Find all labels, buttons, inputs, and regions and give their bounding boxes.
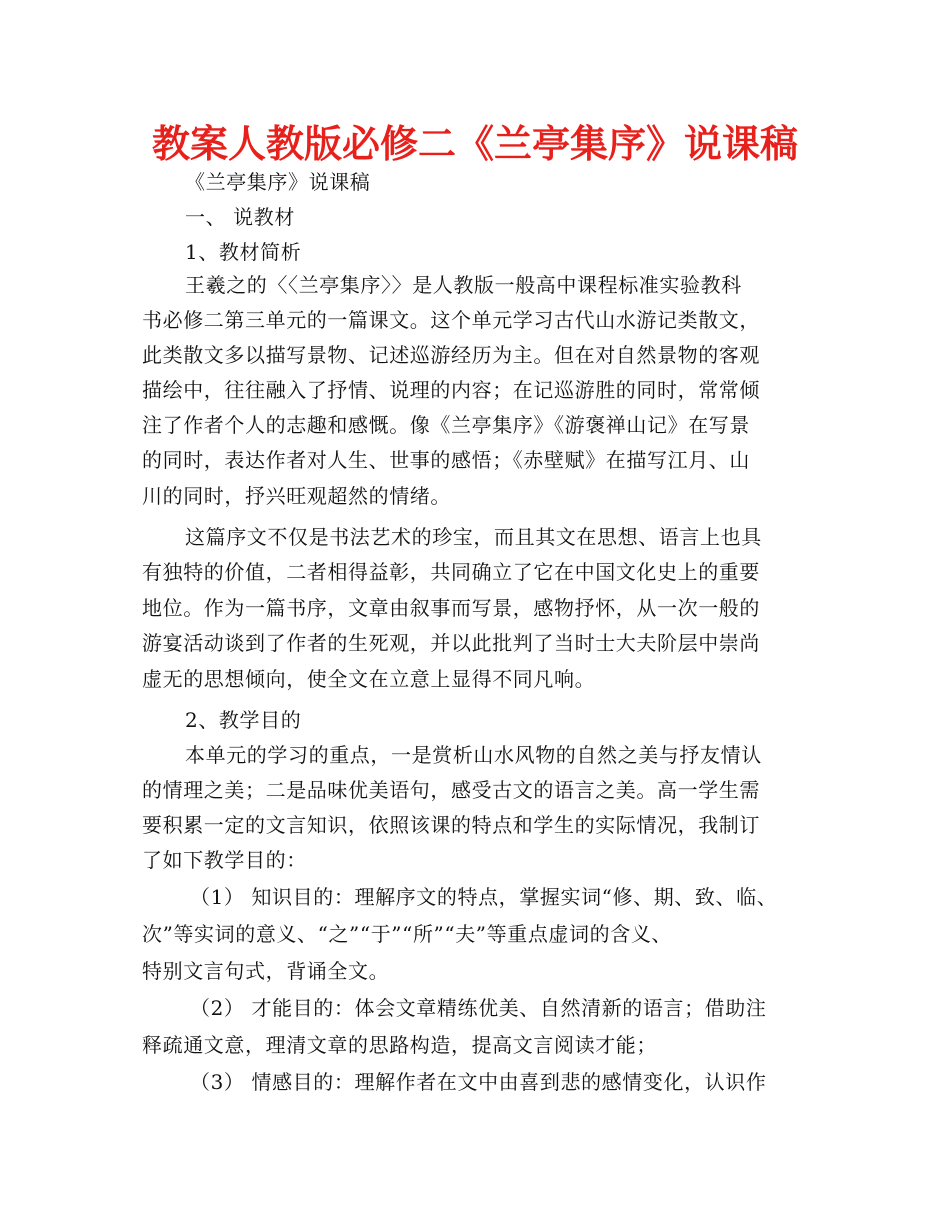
paragraph-line: 书必修二第三单元的一篇课文。这个单元学习古代山水游记类散文， — [142, 308, 760, 332]
paragraph-line: 描绘中，往往融入了抒情、说理的内容；在记巡游胜的同时，常常倾 — [142, 378, 760, 402]
objective-line: 特别文言句式，背诵全文。 — [142, 959, 390, 983]
paragraph-line: 王羲之的〈〈兰亭集序〉〉是人教版一般高中课程标准实验教科 — [185, 273, 742, 297]
section-heading: 一、 说教材 — [185, 205, 295, 229]
objective-line: （3） 情感目的：理解作者在文中由喜到悲的感情变化，认识作 — [190, 1070, 767, 1094]
paragraph-line: 有独特的价值，二者相得益彰，共同确立了它在中国文化史上的重要 — [142, 560, 760, 584]
subsection-heading: 1、教材简析 — [185, 240, 302, 264]
document-title: 教案人教版必修二《兰亭集序》说课稿 — [151, 122, 798, 166]
paragraph-line: 此类散文多以描写景物、记述巡游经历为主。但在对自然景物的客观 — [142, 343, 760, 367]
paragraph-line: 游宴活动谈到了作者的生死观，并以此批判了当时士大夫阶层中崇尚 — [142, 631, 760, 655]
paragraph-line: 虚无的思想倾向，使全文在立意上显得不同凡响。 — [142, 667, 596, 691]
paragraph-line: 这篇序文不仅是书法艺术的珍宝，而且其文在思想、语言上也具 — [185, 525, 762, 549]
paragraph-line: 要积累一定的文言知识，依照该课的特点和学生的实际情况，我制订 — [142, 813, 760, 837]
paragraph-line: 的情理之美；二是品味优美语句，感受古文的语言之美。高一学生需 — [142, 778, 760, 802]
paragraph-line: 本单元的学习的重点，一是赏析山水风物的自然之美与抒友情认 — [185, 743, 762, 767]
objective-line: 释疏通文意，理清文章的思路构造，提高文言阅读才能； — [142, 1033, 657, 1057]
subsection-heading: 2、教学目的 — [185, 708, 302, 732]
paragraph-line: 了如下教学目的： — [142, 848, 307, 872]
objective-line: （2） 才能目的：体会文章精练优美、自然清新的语言；借助注 — [190, 996, 767, 1020]
objective-line: （1） 知识目的：理解序文的特点，掌握实词“修、期、致、临、 — [190, 885, 778, 909]
paragraph-line: 的同时，表达作者对人生、世事的感悟；《赤壁赋》在描写江月、山 — [142, 448, 750, 472]
paragraph-line: 注了作者个人的志趣和感慨。像《兰亭集序》《游褒禅山记》在写景 — [142, 413, 750, 437]
objective-line: 次”等实词的意义、“之”“于”“所”“夫”等重点虚词的含义、 — [142, 922, 673, 946]
subtitle-line: 《兰亭集序》说课稿 — [185, 170, 371, 194]
paragraph-line: 川的同时，抒兴旺观超然的情绪。 — [142, 484, 451, 508]
paragraph-line: 地位。作为一篇书序，文章由叙事而写景，感物抒怀，从一次一般的 — [142, 596, 760, 620]
